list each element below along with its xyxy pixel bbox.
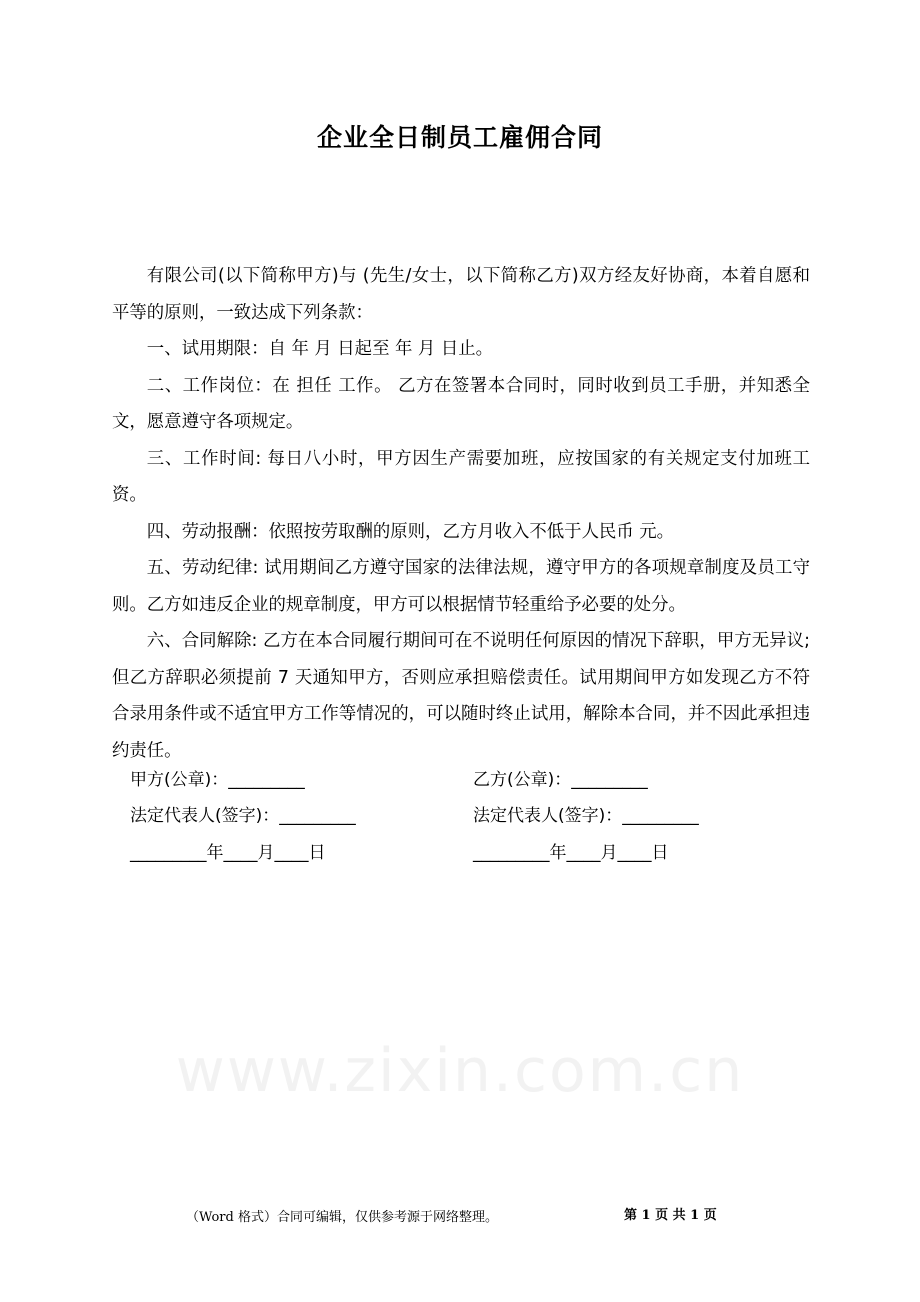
clause-remuneration: 四、劳动报酬：依照按劳取酬的原则，乙方月收入不低于人民币 元。	[146, 521, 675, 542]
clause-discipline: 五、劳动纪律: 试用期间乙方遵守国家的法律法规，遵守甲方的各项规章制度及员工守则。乙方如违反企业的规章制度，甲方可以根据情节轻重给予必要的处分。	[112, 558, 810, 615]
clause-probation-period: 一、试用期限：自 年 月 日起至 年 月 日止。	[146, 339, 493, 359]
party-a-seal-line: 甲方(公章)：_________	[130, 770, 305, 790]
watermark-text: www.zixin.com.cn	[175, 1036, 745, 1106]
document-title: 企业全日制员工雇佣合同	[316, 123, 603, 152]
party-b-seal-line: 乙方(公章)：_________	[473, 770, 648, 790]
clause-working-hours: 三、工作时间: 每日八小时，甲方因生产需要加班，应按国家的有关规定支付加班工资。	[112, 448, 810, 505]
party-b-date-line: _________年____月____日	[473, 843, 669, 863]
contract-body	[112, 258, 810, 769]
clause-job-position: 二、工作岗位：在 担任 工作。 乙方在签署本合同时，同时收到员工手册，并知悉全文，愿意遵守各项规定。	[112, 375, 810, 432]
page-number: 第 1 页 共 1 页	[624, 1208, 717, 1223]
party-a-representative-line: 法定代表人(签字)：_________	[130, 806, 356, 826]
party-a-date-line: _________年____月____日	[130, 843, 326, 863]
party-b-representative-line: 法定代表人(签字)：_________	[473, 806, 699, 826]
intro-paragraph: 有限公司(以下简称甲方)与 (先生/女士，以下简称乙方)双方经友好协商，本着自愿和平等的原则，一致达成下列条款：	[112, 266, 810, 323]
footer-note: （Word 格式）合同可编辑，仅供参考源于网络整理。	[186, 1210, 498, 1225]
clause-termination: 六、合同解除: 乙方在本合同履行期间可在不说明任何原因的情况下辞职，甲方无异议;但乙方辞职必须提前 7 天通知甲方，否则应承担赔偿责任。试用期间甲方如发现乙方不符合录用条件或不适宜甲方工作等情况的，可以随时终止试用，解除本合同，并不因此承担违约责任。	[112, 631, 810, 761]
